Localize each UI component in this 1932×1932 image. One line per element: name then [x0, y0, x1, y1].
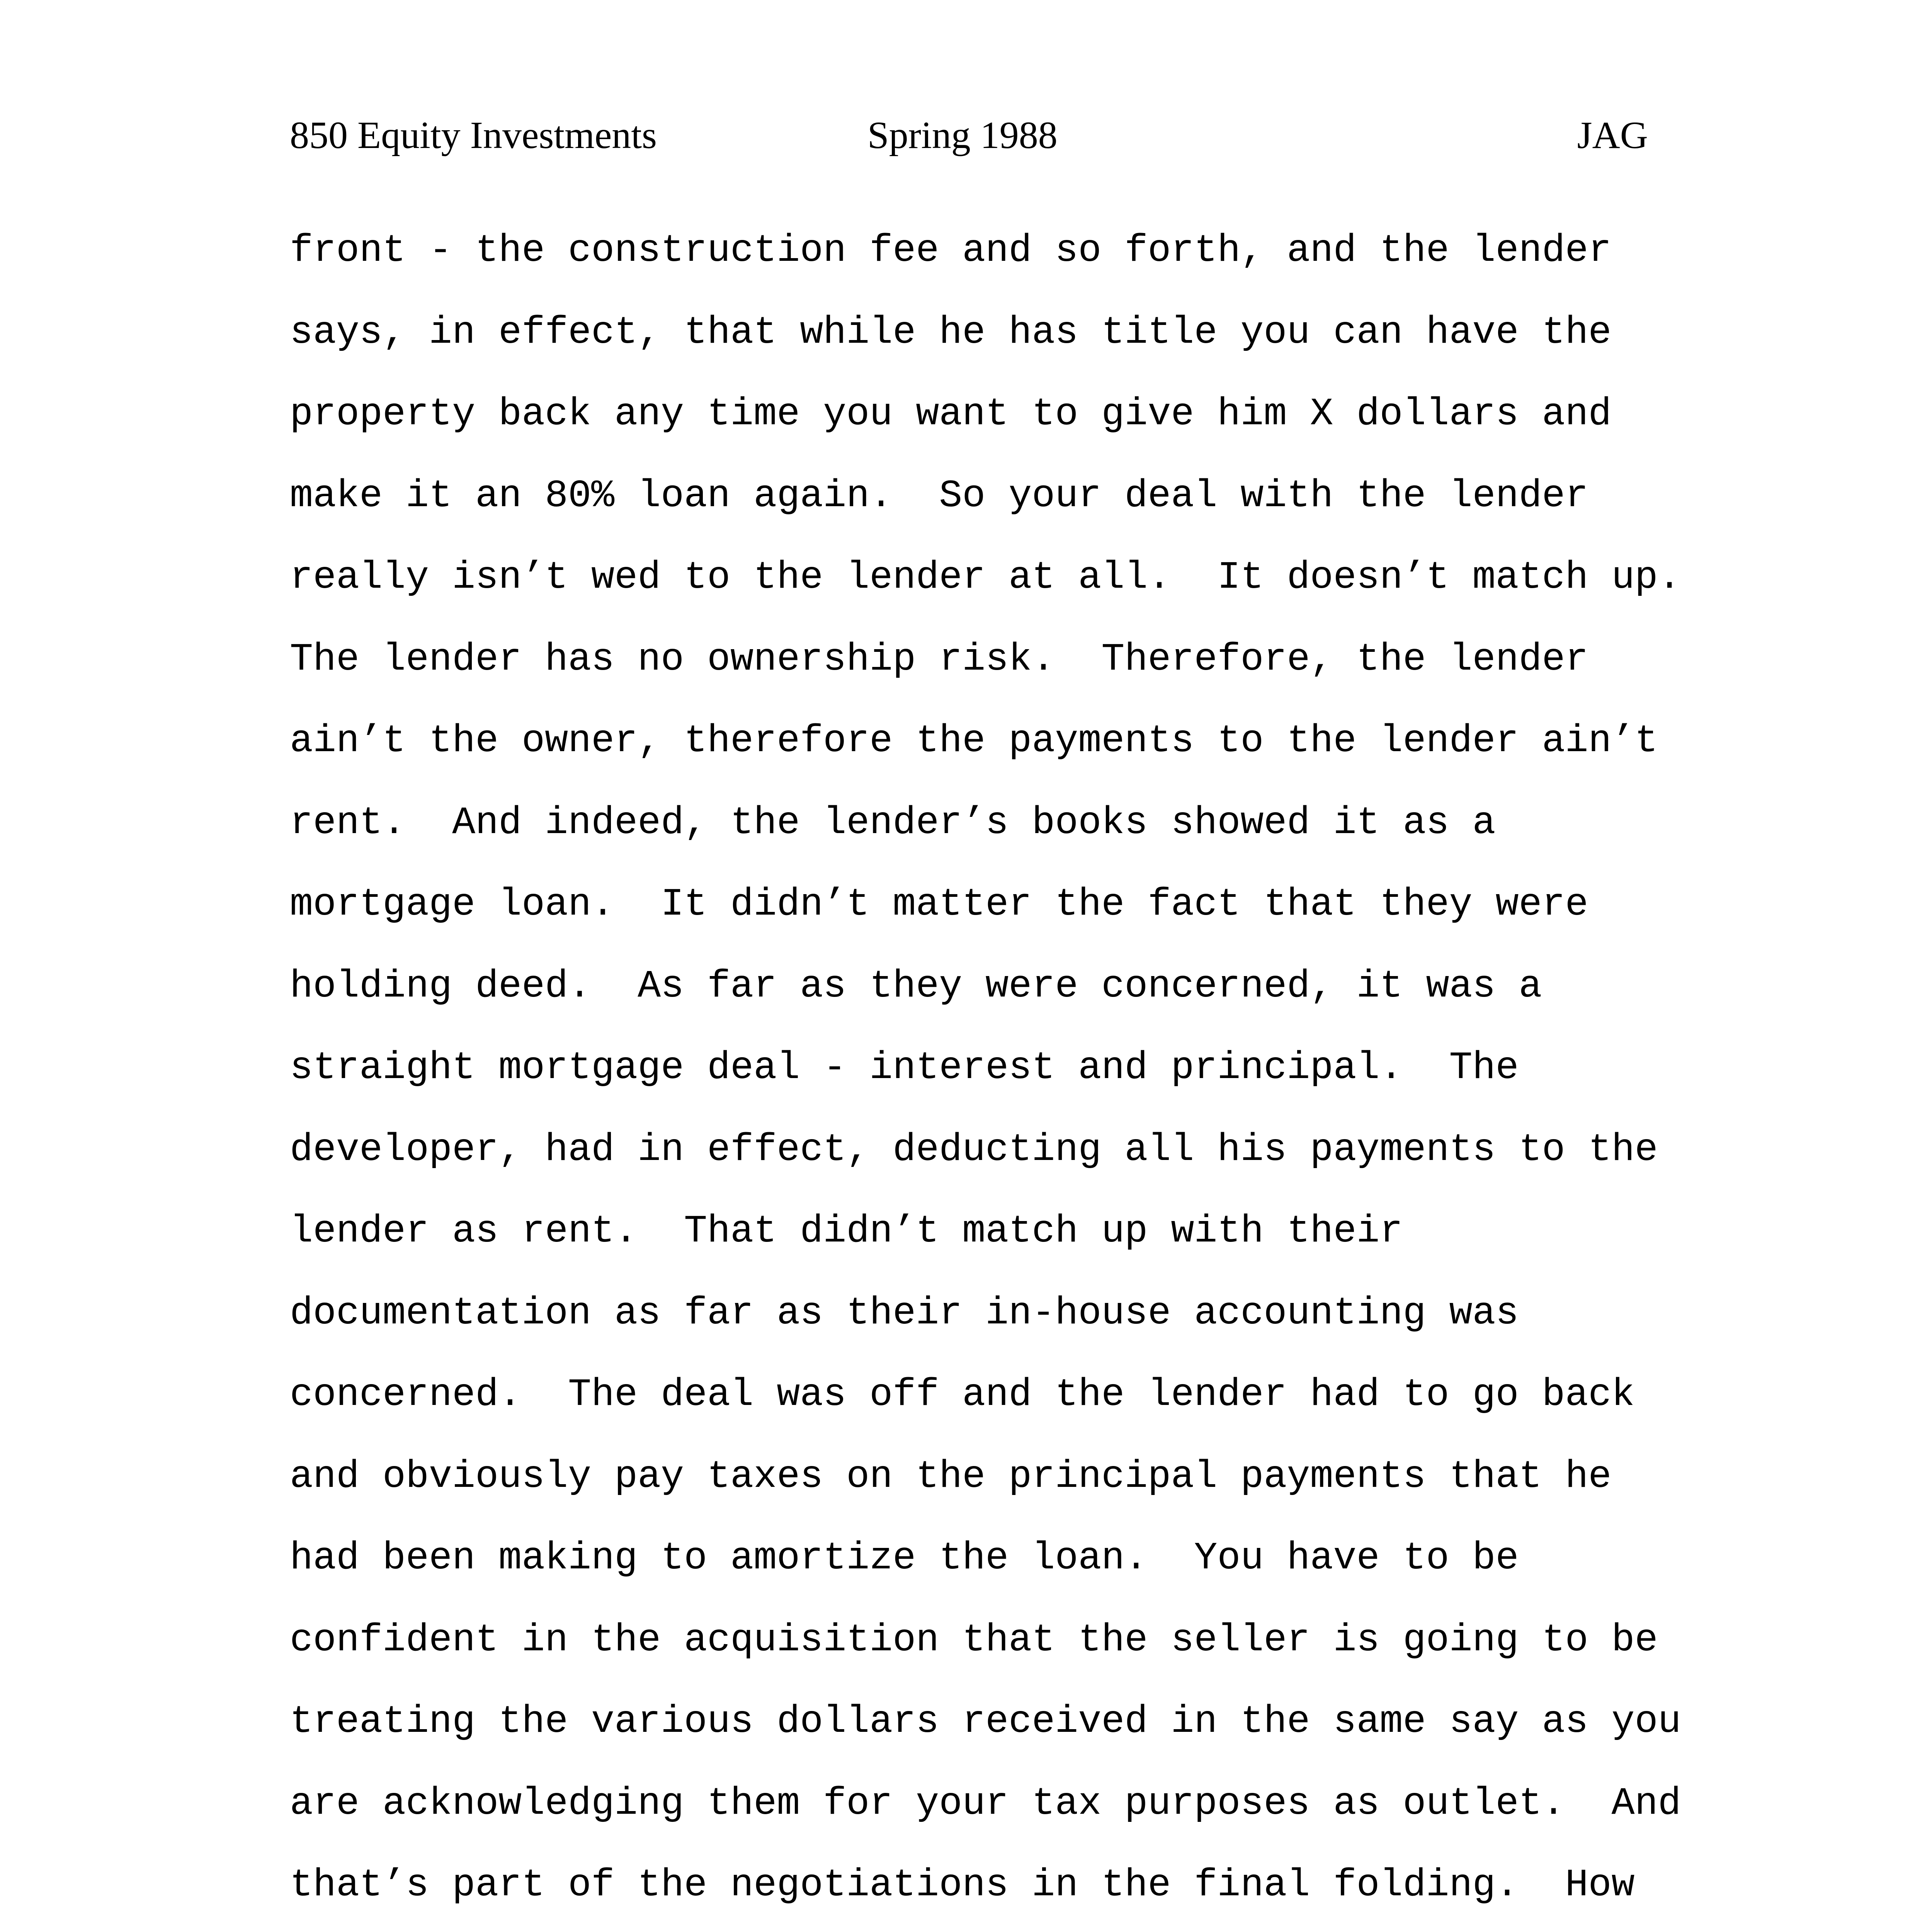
body-line: ain’t the owner, therefore the payments to the lender ain’t: [290, 719, 1658, 763]
header-initials: JAG: [1577, 114, 1648, 156]
body-line: straight mortgage deal - interest and principal. The: [290, 1046, 1519, 1090]
body-line: really isn’t wed to the lender at all. It doesn’t match up.: [290, 556, 1681, 600]
transcript-body: [290, 228, 1719, 1932]
body-line: rent. And indeed, the lender’s books showed it as a: [290, 801, 1496, 845]
body-line: says, in effect, that while he has title you can have the: [290, 311, 1612, 355]
body-line: and obviously pay taxes on the principal payments that he: [290, 1455, 1612, 1499]
body-line: had been making to amortize the loan. You have to be: [290, 1537, 1519, 1580]
body-line: that’s part of the negotiations in the final folding. How: [290, 1864, 1635, 1907]
header-term: Spring 1988: [867, 114, 1058, 156]
body-line: holding deed. As far as they were concerned, it was a: [290, 964, 1542, 1009]
header-course-title: 850 Equity Investments: [290, 114, 657, 156]
body-line: are acknowledging them for your tax purposes as outlet. And: [290, 1782, 1681, 1826]
body-line: The lender has no ownership risk. Therefore, the lender: [290, 638, 1588, 682]
body-line: front - the construction fee and so forth, and the lender: [290, 229, 1612, 273]
body-line: concerned. The deal was off and the lender had to go back: [290, 1373, 1635, 1417]
body-line: developer, had in effect, deducting all his payments to the: [290, 1128, 1658, 1172]
body-line: lender as rent. That didn’t match up with their: [290, 1210, 1403, 1253]
body-line: confident in the acquisition that the seller is going to be: [290, 1618, 1658, 1662]
body-line: treating the various dollars received in the same say as you: [290, 1700, 1681, 1744]
body-line: make it an 80% loan again. So your deal with the lender: [290, 474, 1588, 518]
body-line: mortgage loan. It didn’t matter the fact that they were: [290, 883, 1588, 927]
body-line: property back any time you want to give him X dollars and: [290, 393, 1612, 436]
body-line: documentation as far as their in-house accounting was: [290, 1291, 1519, 1335]
